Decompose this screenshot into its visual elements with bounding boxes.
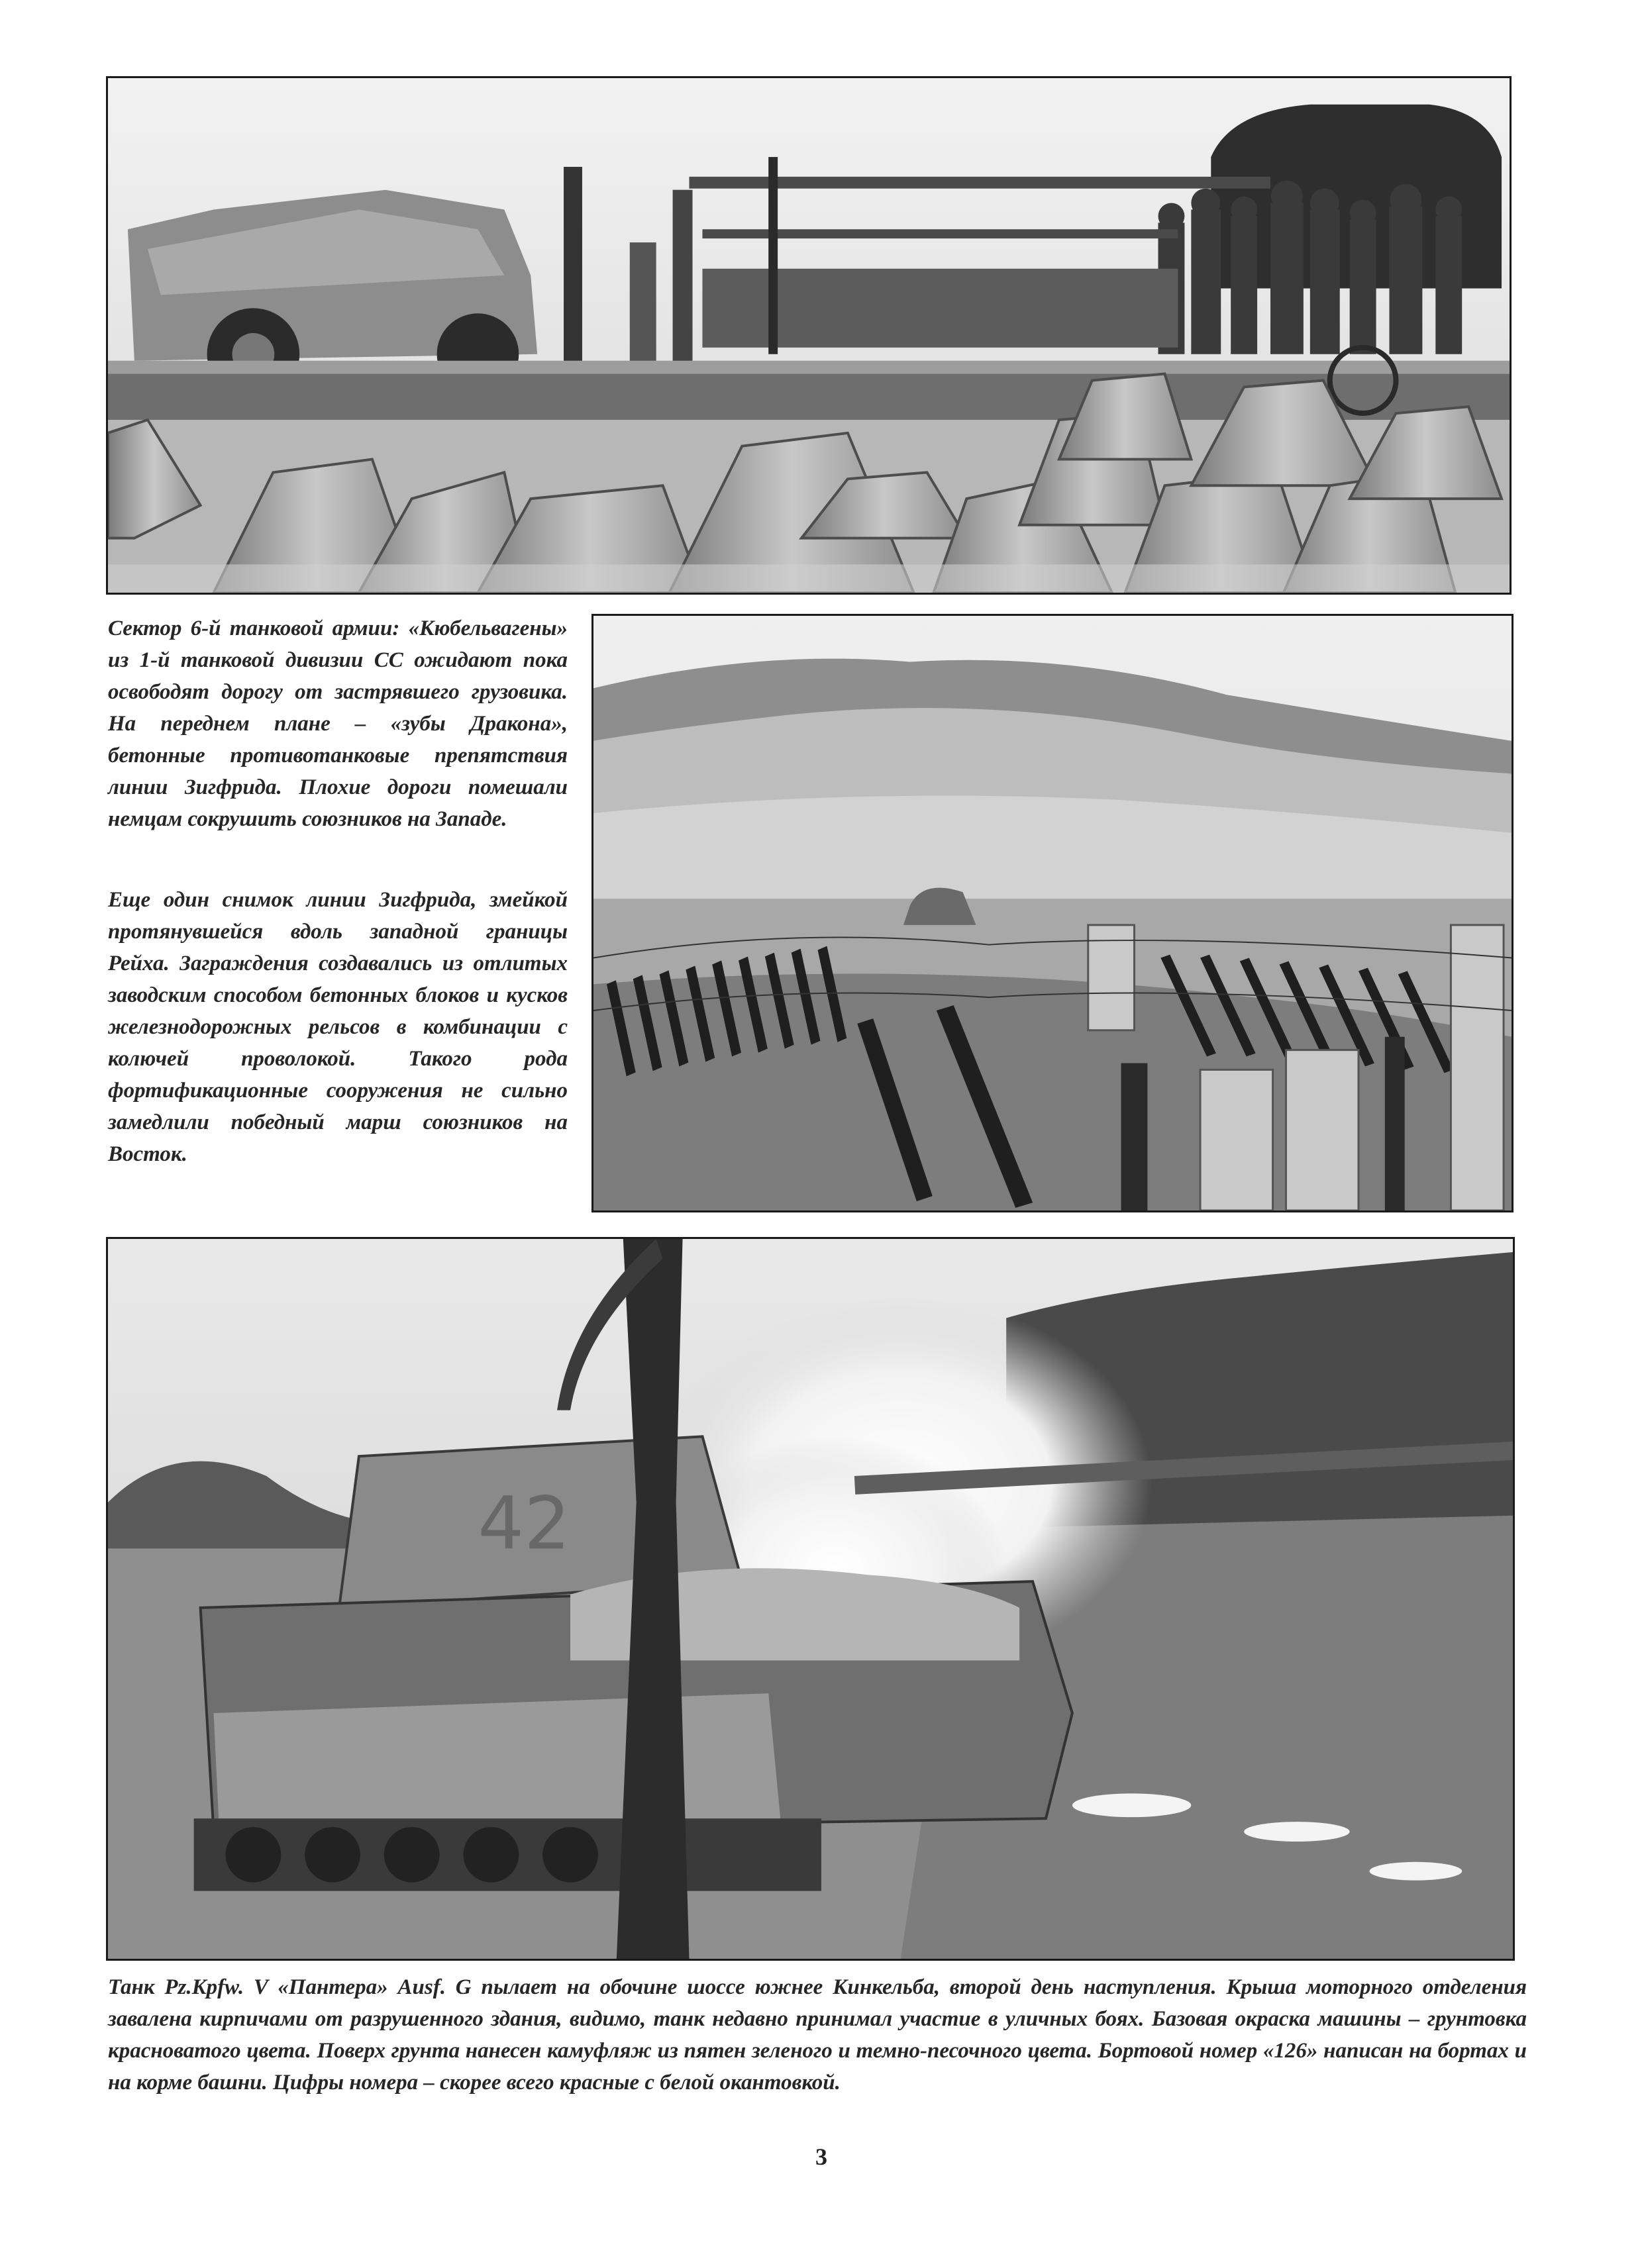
page-number: 3 xyxy=(815,2144,827,2170)
photo-kubelwagens-dragon-teeth xyxy=(106,76,1512,595)
photo-bottom-image xyxy=(108,1239,1513,1959)
photo-middle-image xyxy=(593,616,1512,1210)
turret-number: 42 xyxy=(478,1481,570,1566)
caption-text: Сектор 6-й танковой армии: «Кюбельвагены» из 1-й танковой дивизии СС ожидают пока освободят дорогу от застрявшего грузовика. На переднем плане – «зубы Дракона», бетонные противотанковые препятствия линии Зигфрида. Плохие дороги помешали немцам сокрушить союзников на Западе. xyxy=(108,616,568,831)
caption-text: Еще один снимок линии Зигфрида, змейкой протянувшейся вдоль западной границы Рейха. Заграждения создавались из отлитых заводским способом бетонных блоков и кусков железнодорожных рельсов в комбинации с колючей проволокой. Такого рода фортификационные сооружения не сильно замедлили победный марш союзников на Восток. xyxy=(108,888,568,1166)
caption-siegfried-dragon-teeth xyxy=(108,613,568,835)
caption-burning-panther xyxy=(108,1971,1527,2098)
photo-burning-panther-tank xyxy=(106,1237,1515,1961)
photo-siegfried-line-obstacles xyxy=(591,614,1514,1212)
caption-siegfried-line-obstacles xyxy=(108,884,568,1170)
caption-text: Танк Pz.Kpfw. V «Пантера» Ausf. G пылает на обочине шоссе южнее Кинкельба, второй день наступления. Крыша моторного отделения завалена кирпичами от разрушенного здания, видимо, танк недавно принимал участие в уличных боях. Базовая окраска машины – грунтовка красноватого цвета. Поверх грунта нанесен камуфляж из пятен зеленого и темно-песочного цвета. Бортовой номер «126» написан на бортах и на корме башни. Цифры номера – скорее всего красные с белой окантовкой. xyxy=(108,1975,1527,2095)
photo-top-image xyxy=(108,78,1510,593)
